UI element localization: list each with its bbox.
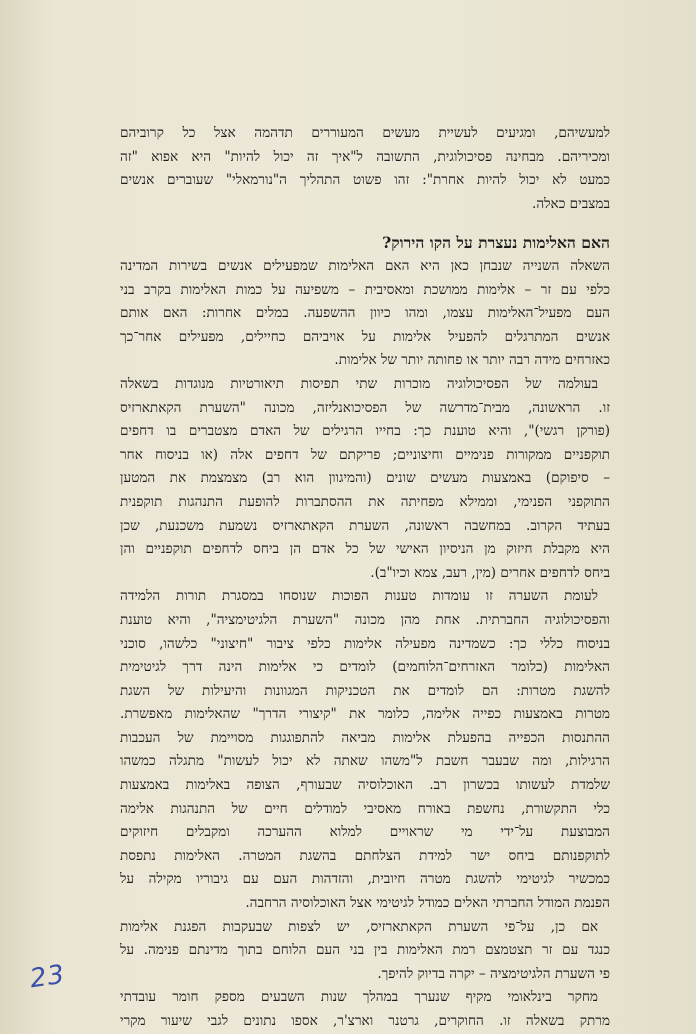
section-heading: האם האלימות נעצרת על הקו הירוק? <box>382 233 610 252</box>
text-line: התוקפני הפנימי, וממילא מפחיתה את ההסתברות להופעת התנהגות תוקפנית <box>120 493 610 510</box>
text-line: שלמדת לעשותו בכשרון רב. האוכלוסיה שבעורף, הצופה באלימות באמצעות <box>120 777 610 794</box>
intro-paragraph <box>120 122 610 216</box>
text-line: ההתנסות הכפייה בהפעלת אלימות מביאה להתפוגגות מסויימת של העכבות <box>120 729 610 746</box>
text-line: ביחס לדחפים אחרים (מין, רעב, צמא וכיו"ב). <box>370 564 610 581</box>
text-line: והפסיכולוגיה החברתית. אחת מהן מכונה "השערת הלגיטימציה", והיא טוענת <box>120 611 610 628</box>
text-line: העם מפעיל־האלימות עצמו, ומהו כיוון ההשפעה. במלים אחרות: האם אותם <box>120 305 610 322</box>
handwritten-page-number: 23 <box>28 959 68 995</box>
text-line: ומכיריהם. מבחינה פסיכולוגית, התשובה ל"איך זה יכול להיות" היא אפוא "זה <box>120 148 610 165</box>
text-line: זו. הראשונה, מבית־מדרשה של הפסיכואנליזה, מכונה "השערת הקאתארזיס <box>120 399 610 416</box>
text-line: להשגת מטרות: הם לומדים את הטכניקות המגוונות והיעילות של השגת <box>120 682 610 699</box>
section-body <box>120 255 610 1034</box>
text-line: המבוצעת על־ידי מי שראויים למלוא ההערכה ומקבלים חיזוקים <box>120 824 610 841</box>
text-line: פי השערת הלגיטימציה – יקרה בדיוק להיפך. <box>377 965 610 982</box>
text-line: האלימות (כלומר האזרחים־הלוחמים) לומדים כי אלימות הינה דרך לגיטימית <box>120 659 610 676</box>
text-line: כאזרחים מידה רבה יותר או פחותה יותר של אלימות. <box>334 352 610 369</box>
text-line: השאלה השנייה שנבחן כאן היא האם האלימות שמפעילים אנשים בשירות המדינה <box>120 258 610 274</box>
text-line: אם כן, על־פי השערת הקאתארזיס, יש לצפות שבעקבות הפגנת אלימות <box>120 918 598 935</box>
text-line: היא מקבלת חיזוק מן הניסיון האישי של כל אדם הן ביחס לדחפים תוקפניים והן <box>120 541 610 558</box>
text-line: בעולמה של הפסיכולוגיה מוכרות שתי תפיסות תיאורטיות מנוגדות בשאלה <box>120 375 598 392</box>
text-line: הרגילות, ומה שבעבר חשבת ל"משהו שאתה לא יכול לעשות" מתגלה כמשהו <box>120 753 610 770</box>
text-line: כמכשיר לגיטימי להשגת מטרה חיובית, והזדהות העם עם גיבוריו מקילה על <box>120 871 610 888</box>
text-line: לתוקפנותם ביחס ישר למידת הצלחתם בהשגת המטרה. האלימות נתפסת <box>120 847 610 864</box>
text-line: מרתק בשאלה זו. החוקרים, גרטנר וארצ'ר, אספו נתונים לגבי שיעור מקרי <box>120 1013 610 1029</box>
text-line: למעשיהם, ומגיעים לעשיית מעשים המעוררים תדהמה אצל כל קרוביהם <box>120 125 610 141</box>
text-line: כנגד עם זר תצטמצם רמת האלימות בין בני העם הלוחם בתוך מדינתם פנימה. על <box>120 942 610 959</box>
text-line: לעומת השערה זו עומדות טענות הפוכות שנוסחו במסגרת תורות הלמידה <box>120 588 598 605</box>
text-line: הפנמת המודל החברתי האלים כמודל לגיטימי אצל האוכלוסיה הרחבה. <box>245 895 610 912</box>
text-line: מחקר בינלאומי מקיף שנערך במהלך שנות השבעים מספק חומר עובדתי <box>120 989 598 1006</box>
text-line: – סיפוקם) באמצעות מעשים שונים (והמיגוון הוא רב) מצמצמת את המטען <box>120 470 610 487</box>
text-line: במצבים כאלה. <box>532 195 610 212</box>
text-line: בעתיד הקרוב. במחשבה ראשונה, השערת הקאתארזיס נשמעת משכנעת, שכן <box>120 517 610 534</box>
text-line: בניסוח כללי כך: כשמדינה מפעילה אלימות כלפי ציבור "חיצוני" כלשהו, סוכני <box>120 635 610 652</box>
text-line: אנשים המתרגלים להפעיל אלימות על אויביהם כחיילים, מפעילים אחר־כך <box>120 328 610 345</box>
text-line: כלי התקשורת, נחשפת באורח מאסיבי למודלים חיים של התנהגות אלימה <box>120 800 610 817</box>
text-line: כמעט לא יכול להיות אחרת": זהו פשוט התהליך ה"נורמאלי" שעוברים אנשים <box>120 172 610 189</box>
text-line: (פורקן רגשי)", והיא טוענת כך: בחייו הרגילים של האדם מצטברים בו דחפים <box>120 423 610 440</box>
text-line: מטרות באמצעות כפייה אלימה, כלומר את "קיצורי הדרך" שהאלימות מאפשרת. <box>120 706 610 723</box>
text-line: כלפי עם זר – אלימות ממושכת ומאסיבית – משפיעה על כמות האלימות בקרב בני <box>120 281 610 298</box>
text-line: תוקפניים ממקורות פנימיים וחיצוניים; פריקתם של דחפים אלה (או בניסוח אחר <box>120 446 610 463</box>
